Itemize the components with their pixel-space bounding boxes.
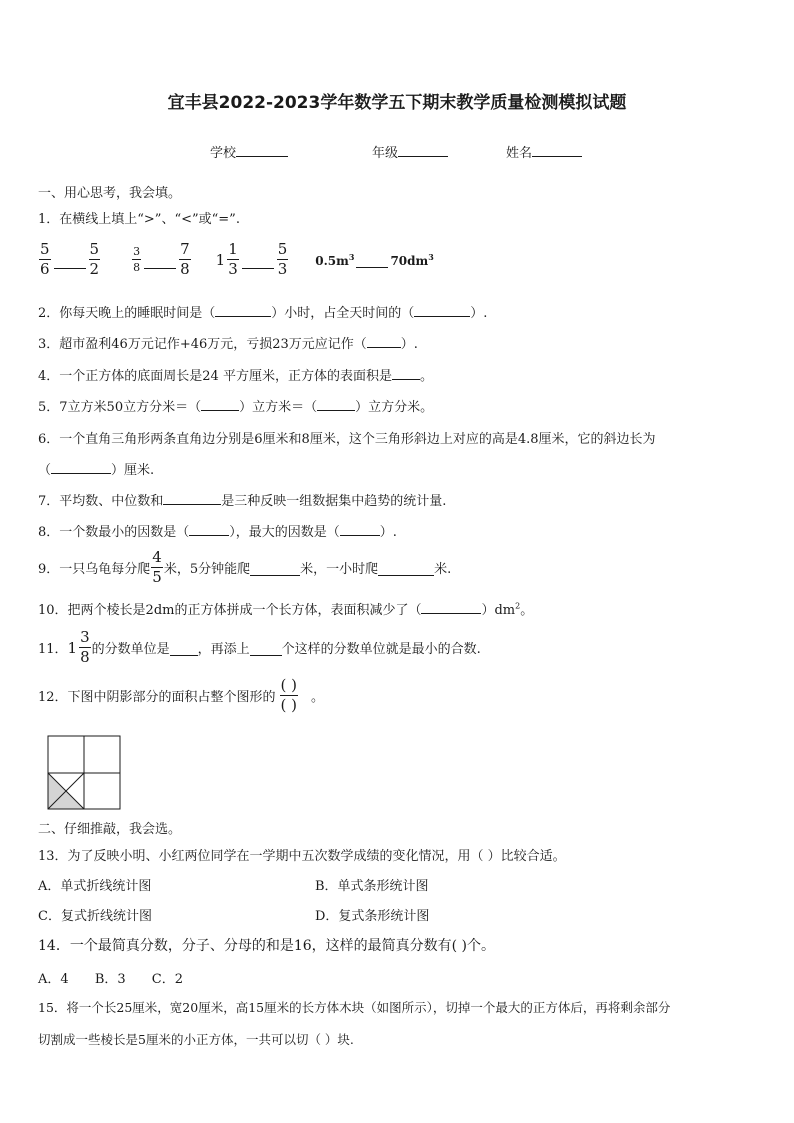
option-a[interactable]: A．4 bbox=[38, 972, 69, 987]
answer-blank[interactable] bbox=[317, 398, 355, 411]
answer-blank[interactable] bbox=[201, 398, 239, 411]
question-4: 4．一个正方体的底面周长是24 平方厘米，正方体的表面积是 。 bbox=[38, 369, 433, 384]
answer-blank[interactable] bbox=[54, 260, 86, 269]
shaded-grid-figure bbox=[47, 735, 122, 810]
option-c[interactable]: C．复式折线统计图 bbox=[38, 909, 152, 924]
question-6-line1: 6．一个直角三角形两条直角边分别是6厘米和8厘米，这个三角形斜边上对应的高是4.8厘米，它的斜边长为 bbox=[38, 432, 656, 447]
option-c[interactable]: C．2 bbox=[151, 972, 183, 987]
question-12: 12．下图中阴影部分的面积占整个图形的 $\frac{( )}{( )}$ 。 bbox=[38, 676, 325, 714]
question-10: 10．把两个棱长是2dm的正方体拼成一个长方体，表面积减少了（ ）$dm^2$。 bbox=[38, 601, 534, 618]
answer-blank[interactable] bbox=[51, 461, 111, 474]
option-b[interactable]: B．3 bbox=[94, 972, 126, 987]
fraction: $\frac{7}{8}$ bbox=[180, 240, 190, 278]
question-14-stem: 14．一个最简真分数，分子、分母的和是16，这样的最简真分数有( )个。 bbox=[38, 938, 496, 954]
fraction: $\frac{5}{2}$ bbox=[89, 240, 100, 278]
answer-blank[interactable] bbox=[392, 367, 420, 380]
answer-blank[interactable] bbox=[144, 260, 176, 269]
question-9: 9．一只乌龟每分爬 $\frac{4}{5}$ 米，5分钟能爬 米，一小时爬 米. bbox=[38, 548, 452, 586]
question-14-options bbox=[38, 968, 183, 987]
answer-blank[interactable] bbox=[189, 523, 229, 536]
answer-blank[interactable] bbox=[414, 304, 470, 317]
grade-field[interactable]: 年级 bbox=[372, 142, 448, 161]
option-d[interactable]: D．复式条形统计图 bbox=[315, 909, 430, 924]
school-field[interactable]: 学校 bbox=[210, 142, 288, 161]
answer-blank[interactable] bbox=[170, 647, 198, 656]
question-6-line2: （ ）厘米. bbox=[38, 463, 155, 478]
mixed-number: 1 $\frac{1}{3}$ bbox=[215, 240, 238, 278]
volume-left: $0.5m^3$ bbox=[315, 251, 355, 268]
question-13-stem: 13．为了反映小明、小红两位同学在一学期中五次数学成绩的变化情况，用（ ）比较合适。 bbox=[38, 849, 566, 864]
section-heading-2: 二、仔细推敲，我会选。 bbox=[38, 822, 182, 837]
answer-blank[interactable] bbox=[250, 647, 282, 656]
answer-blank[interactable] bbox=[421, 601, 481, 614]
name-field[interactable]: 姓名 bbox=[506, 142, 582, 161]
question-15-line2: 切割成一些棱长是5厘米的小正方体，一共可以切（ ）块. bbox=[38, 1032, 354, 1047]
section-heading-1: 一、用心思考，我会填。 bbox=[38, 186, 182, 201]
question-2: 2．你每天晚上的睡眠时间是（ ）小时，占全天时间的（ ）. bbox=[38, 306, 488, 321]
question-5: 5．7立方米50立方分米＝（ ）立方米＝（ ）立方分米。 bbox=[38, 400, 434, 415]
answer-blank[interactable] bbox=[356, 259, 388, 268]
fraction: $\frac{4}{5}$ bbox=[152, 548, 162, 586]
answer-blank[interactable] bbox=[367, 335, 401, 348]
question-8: 8．一个数最小的因数是（ ），最大的因数是（ ）. bbox=[38, 525, 397, 540]
page-title: 宜丰县2022-2023学年数学五下期末教学质量检测模拟试题 bbox=[167, 93, 627, 113]
option-b[interactable]: B．单式条形统计图 bbox=[315, 879, 429, 894]
question-7: 7．平均数、中位数和 是三种反映一组数据集中趋势的统计量. bbox=[38, 494, 447, 509]
option-a[interactable]: A．单式折线统计图 bbox=[38, 879, 152, 894]
mixed-number: 1 $\frac{3}{8}$ bbox=[67, 628, 90, 666]
answer-blank[interactable] bbox=[163, 492, 221, 505]
answer-blank[interactable] bbox=[250, 567, 300, 576]
question-1-stem: 1．在横线上填上“>”、“<”或“=”. bbox=[38, 212, 240, 227]
question-3: 3．超市盈利46万元记作+46万元，亏损23万元应记作（ ）. bbox=[38, 337, 418, 352]
answer-blank[interactable] bbox=[340, 523, 380, 536]
answer-blank[interactable] bbox=[378, 567, 434, 576]
fraction: $\frac{5}{6}$ bbox=[40, 240, 50, 278]
question-11: 11． 1 $\frac{3}{8}$ 的分数单位是 ，再添上 个这样的分数单位就是最小的合数. bbox=[38, 628, 481, 666]
fraction: $\frac{3}{8}$ bbox=[133, 245, 141, 274]
volume-right: $70dm^3$ bbox=[390, 251, 434, 268]
fraction-blank[interactable]: $\frac{( )}{( )}$ bbox=[280, 676, 298, 714]
answer-blank[interactable] bbox=[215, 304, 271, 317]
question-1-items bbox=[38, 242, 434, 277]
question-15-line1: 15．将一个长25厘米，宽20厘米，高15厘米的长方体木块（如图所示），切掉一个最大的正方体后，再将剩余部分 bbox=[38, 1000, 671, 1015]
fraction: $\frac{5}{3}$ bbox=[277, 240, 288, 278]
answer-blank[interactable] bbox=[242, 260, 274, 269]
